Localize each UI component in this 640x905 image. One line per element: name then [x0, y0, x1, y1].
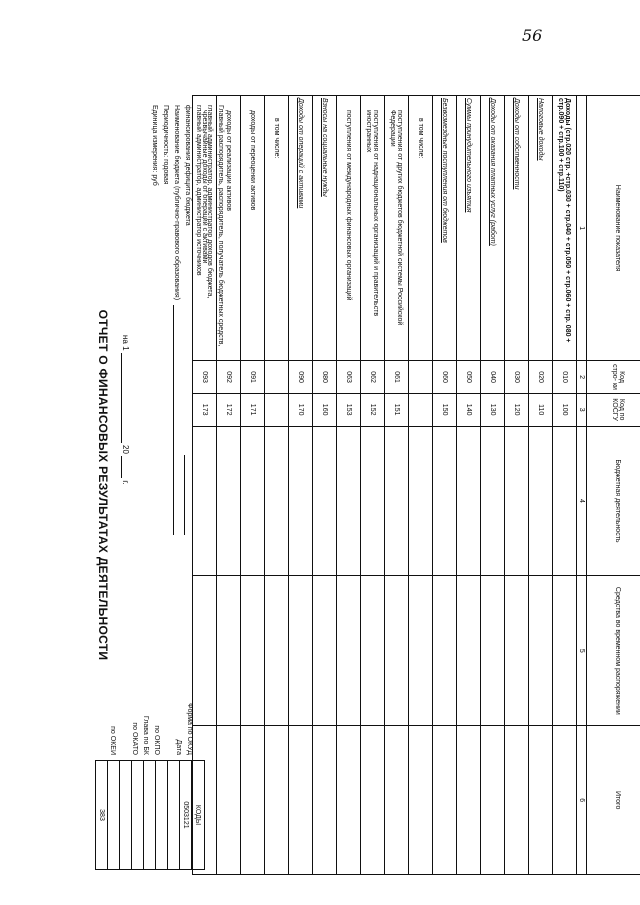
row-temporary-value — [217, 576, 241, 726]
row-budget-value — [265, 426, 289, 576]
code-label: Глава по БК — [142, 715, 149, 755]
code-value — [144, 761, 156, 870]
row-name: доходы от переоценки активов — [241, 96, 265, 361]
table-row — [409, 96, 433, 875]
page-number: 56 — [522, 26, 543, 45]
row-temporary-value — [265, 576, 289, 726]
row-total-value — [361, 726, 385, 875]
row-kosgu: 170 — [289, 393, 313, 426]
row-temporary-value — [385, 576, 409, 726]
col-header-temporary-funds: Средства во временном распоряжении — [587, 576, 640, 726]
row-code: 050 — [457, 361, 481, 393]
row-budget-value — [289, 426, 313, 576]
code-value — [108, 761, 120, 870]
row-budget-value — [553, 426, 577, 576]
row-code: 020 — [529, 361, 553, 393]
row-total-value — [313, 726, 337, 875]
col-header-name: Наименование показателя — [587, 96, 640, 361]
table-row — [433, 96, 457, 875]
row-code: 080 — [313, 361, 337, 393]
row-code: 092 — [217, 361, 241, 393]
code-labels — [107, 535, 195, 755]
rotated-form — [90, 95, 640, 875]
row-budget-value — [241, 426, 265, 576]
col-number: 6 — [577, 726, 587, 875]
table-row — [289, 96, 313, 875]
table-row — [337, 96, 361, 875]
row-total-value — [481, 726, 505, 875]
row-kosgu: 140 — [457, 393, 481, 426]
row-code: 030 — [505, 361, 529, 393]
row-temporary-value — [481, 576, 505, 726]
row-budget-value — [505, 426, 529, 576]
row-kosgu: 100 — [553, 393, 577, 426]
header-line: Периодичность: годовая — [162, 105, 169, 185]
code-label: Форма по ОКУД — [186, 703, 193, 755]
col-number: 4 — [577, 426, 587, 576]
code-label — [162, 535, 173, 755]
code-label: по ОКЕИ — [109, 726, 116, 755]
row-total-value — [505, 726, 529, 875]
table-row — [457, 96, 481, 875]
header-line: финансирования дефицита бюджета — [183, 105, 192, 525]
report-date-line: на 1 20 г. — [121, 335, 130, 485]
row-total-value — [337, 726, 361, 875]
row-name: поступления от наднациональных организаций и правительств иностранных — [361, 96, 385, 361]
row-code: 093 — [193, 361, 217, 393]
code-value — [132, 761, 144, 870]
row-kosgu: 153 — [337, 393, 361, 426]
row-total-value — [385, 726, 409, 875]
row-budget-value — [529, 426, 553, 576]
row-kosgu: 130 — [481, 393, 505, 426]
col-header-kosgu: Код по КОСГУ — [587, 393, 640, 426]
header-line: Наименование бюджета (публично-правового образования) — [172, 105, 181, 525]
code-label: Дата — [175, 739, 182, 755]
table-row — [553, 96, 577, 875]
codes-box — [95, 760, 205, 870]
code-label — [118, 535, 129, 755]
col-number: 1 — [577, 96, 587, 361]
row-code: 040 — [481, 361, 505, 393]
row-budget-value — [337, 426, 361, 576]
financial-results-table — [192, 95, 640, 875]
row-name: Взносы на социальные нужды — [313, 96, 337, 361]
row-name: в том числе: — [265, 96, 289, 361]
col-number: 2 — [577, 361, 587, 393]
row-total-value — [265, 726, 289, 875]
header-line: Главный распорядитель, распорядитель, получатель бюджетных средств, — [217, 105, 224, 347]
row-budget-value — [409, 426, 433, 576]
row-temporary-value — [505, 576, 529, 726]
row-total-value — [529, 726, 553, 875]
row-temporary-value — [529, 576, 553, 726]
row-name: Безвозмездные поступления от бюджетов — [433, 96, 457, 361]
row-total-value — [553, 726, 577, 875]
row-name: Доходы (стр.020 стр. +стр.030 + стр.040 + стр.050 + стр.060 + стр. 080 + стр.090 + стр.100 + стр.110) — [553, 96, 577, 361]
row-kosgu — [265, 393, 289, 426]
table-header-row — [587, 96, 640, 875]
table-row — [265, 96, 289, 875]
row-kosgu: 171 — [241, 393, 265, 426]
column-number-row — [577, 96, 587, 875]
row-budget-value — [385, 426, 409, 576]
code-value — [168, 761, 180, 870]
row-code — [409, 361, 433, 393]
code-label: по ОКАТО — [131, 722, 138, 755]
row-kosgu: 152 — [361, 393, 385, 426]
row-total-value — [433, 726, 457, 875]
row-kosgu: 151 — [385, 393, 409, 426]
code-label: по ОКПО — [153, 725, 160, 755]
row-name: Доходы от операций с активами — [289, 96, 313, 361]
header-fields — [148, 105, 225, 525]
table-row — [529, 96, 553, 875]
row-kosgu: 173 — [193, 393, 217, 426]
table-row — [313, 96, 337, 875]
row-total-value — [409, 726, 433, 875]
col-header-total: Итого — [587, 726, 640, 875]
row-code: 010 — [553, 361, 577, 393]
row-kosgu — [409, 393, 433, 426]
row-name: чрезвычайные доходы от операций с активами — [193, 96, 217, 361]
row-total-value — [289, 726, 313, 875]
row-total-value — [457, 726, 481, 875]
table-row — [481, 96, 505, 875]
row-temporary-value — [457, 576, 481, 726]
row-name: Суммы принудительного изъятия — [457, 96, 481, 361]
row-temporary-value — [313, 576, 337, 726]
code-value: 0503121 — [180, 761, 192, 870]
col-header-row-code: Код стро- ки — [587, 361, 640, 393]
code-value — [120, 761, 132, 870]
row-temporary-value — [553, 576, 577, 726]
row-code: 090 — [289, 361, 313, 393]
row-kosgu: 110 — [529, 393, 553, 426]
table-row — [385, 96, 409, 875]
header-line: главный администратор, администратор источников — [195, 105, 202, 276]
row-code: 060 — [433, 361, 457, 393]
row-code: 062 — [361, 361, 385, 393]
row-name: Доходы от собственности — [505, 96, 529, 361]
row-name: Доходы от оказания платных услуг (работ) — [481, 96, 505, 361]
row-kosgu: 120 — [505, 393, 529, 426]
row-budget-value — [481, 426, 505, 576]
row-name: в том числе: — [409, 96, 433, 361]
row-name: доходы от реализации активов — [217, 96, 241, 361]
row-kosgu: 172 — [217, 393, 241, 426]
report-title: ОТЧЕТ О ФИНАНСОВЫХ РЕЗУЛЬТАТАХ ДЕЯТЕЛЬНОСТИ — [96, 309, 110, 661]
row-temporary-value — [361, 576, 385, 726]
row-total-value — [241, 726, 265, 875]
row-kosgu: 160 — [313, 393, 337, 426]
row-budget-value — [313, 426, 337, 576]
row-temporary-value — [193, 576, 217, 726]
row-name: поступления от международных финансовых организаций — [337, 96, 361, 361]
row-kosgu: 150 — [433, 393, 457, 426]
row-budget-value — [361, 426, 385, 576]
code-value — [156, 761, 168, 870]
codes-header: КОДЫ — [192, 761, 205, 870]
table-row — [505, 96, 529, 875]
row-code: 061 — [385, 361, 409, 393]
row-temporary-value — [337, 576, 361, 726]
row-temporary-value — [241, 576, 265, 726]
row-temporary-value — [289, 576, 313, 726]
col-number: 3 — [577, 393, 587, 426]
code-value: 383 — [96, 761, 108, 870]
row-temporary-value — [409, 576, 433, 726]
col-header-budget-activity: Бюджетная деятельность — [587, 426, 640, 576]
col-number: 5 — [577, 576, 587, 726]
table-row — [361, 96, 385, 875]
table-row — [241, 96, 265, 875]
row-code — [265, 361, 289, 393]
header-line: главный администратор, администратор доходов бюджета, — [206, 105, 213, 299]
row-total-value — [217, 726, 241, 875]
header-line: Единица измерения: руб — [151, 105, 158, 186]
row-temporary-value — [433, 576, 457, 726]
row-budget-value — [433, 426, 457, 576]
row-budget-value — [457, 426, 481, 576]
row-code: 091 — [241, 361, 265, 393]
row-code: 063 — [337, 361, 361, 393]
row-name: поступления от других бюджетов бюджетной системы Российской Федерации — [385, 96, 409, 361]
row-name: Налоговые доходы — [529, 96, 553, 361]
